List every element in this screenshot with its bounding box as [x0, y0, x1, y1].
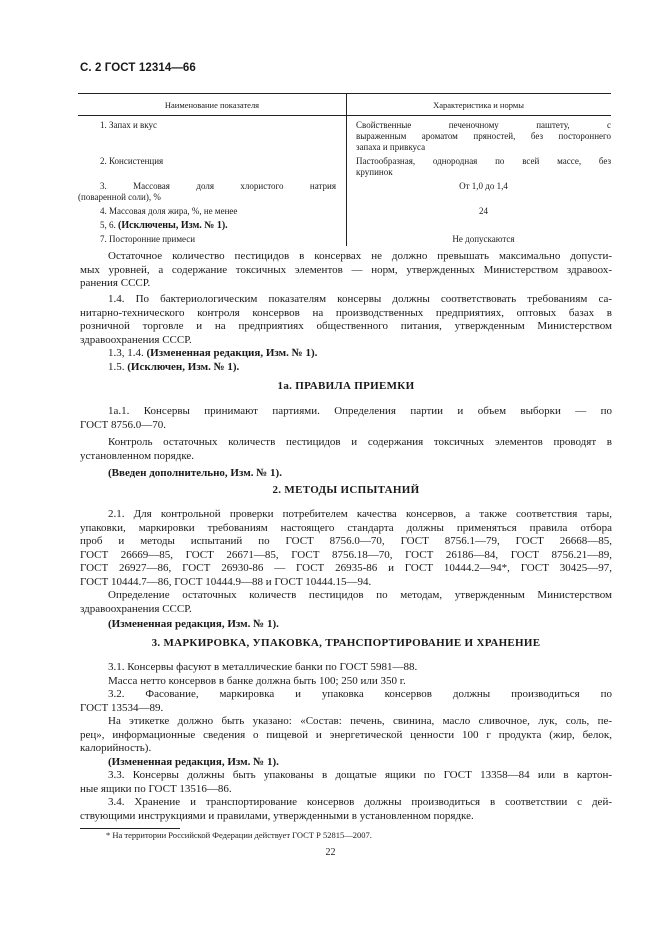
text-line: ГОСТ 8756.0—70. — [80, 418, 166, 431]
text-line: Остаточное количество пестицидов в консервах не должно превышать максимально допусти- — [108, 250, 612, 262]
table-row-value: Свойственные печеночному паштету, с — [356, 120, 611, 130]
text-line: ГОСТ 10444.7—86, ГОСТ 10444.9—88 и ГОСТ 10444.15—94. — [80, 575, 372, 588]
paragraph-1a-1 — [80, 405, 612, 481]
page-header: С. 2 ГОСТ 12314—66 — [80, 62, 196, 74]
text-line: калорийность). — [80, 742, 152, 754]
text-line: розничной торговле и на предприятиях общественного питания, утвержденным Министерством — [80, 320, 612, 332]
text-line: ГОСТ 26927—86, ГОСТ 26930-86 — ГОСТ 26935-86 и ГОСТ 10444.2—94*, ГОСТ 30425—97, — [80, 562, 612, 574]
table-row-name: 3. Массовая доля хлористого натрия — [100, 181, 336, 191]
text-line: ные ящики по ГОСТ 13516—86. — [80, 782, 232, 795]
table-row-value: От 1,0 до 1,4 — [459, 181, 508, 191]
text-line: рец», информационные сведения о пищевой и энергетической ценности 100 г продукта (жир, белок, — [80, 728, 612, 741]
text-line: установленном порядке. — [80, 449, 195, 462]
text-line: Масса нетто консервов в банке должна быть 100; 250 или 350 г. — [108, 674, 406, 687]
footnote: * На территории Российской Федерации действует ГОСТ Р 52815—2007. — [106, 830, 372, 840]
text-line: здравоохранения СССР. — [80, 333, 192, 346]
table-row-value: запаха и привкуса — [356, 142, 426, 152]
text-line: 3.1. Консервы фасуют в металлические банки по ГОСТ 5981—88. — [108, 661, 418, 673]
table-header-rule — [78, 115, 611, 116]
section-title-3: 3. МАРКИРОВКА, УПАКОВКА, ТРАНСПОРТИРОВАНИЕ И ХРАНЕНИЕ — [151, 637, 541, 649]
text-line: нитарно-технического контроля консервов на производственных предприятиях, оптовых базах в — [80, 306, 612, 319]
text-line: 1.4. По бактериологическим показателям консервы должны соответствовать требованиям са- — [108, 293, 612, 305]
table-row-value: 24 — [479, 206, 488, 216]
table-row-value: Не допускаются — [452, 234, 515, 244]
table-row-name-number: 5, 6. — [100, 220, 118, 230]
table-row-name: 1. Запах и вкус — [100, 120, 158, 130]
amendment-note: (Измененная редакция, Изм. № 1). — [146, 347, 318, 359]
section-title-2: 2. МЕТОДЫ ИСПЫТАНИЙ — [272, 484, 420, 496]
table-top-rule — [78, 93, 611, 94]
paragraph-1-3-amended — [80, 347, 612, 374]
text-line: 3.4. Хранение и транспортирование консервов должны производиться в соответствии с дей- — [108, 796, 612, 808]
table-row-value: крупинок — [356, 167, 393, 177]
amendment-note: (Введен дополнительно, Изм. № 1). — [108, 467, 282, 479]
text-line: ствующими инструкциями и правилами, утвержденными в установленном порядке. — [80, 809, 474, 822]
text-line: ГОСТ 13534—89. — [80, 701, 164, 714]
text-line: здравоохранения СССР. — [80, 602, 192, 615]
paragraph-3 — [80, 661, 612, 823]
text-line: 1а.1. Консервы принимают партиями. Определения партии и объем выборки — по — [108, 405, 612, 417]
table-row-name: 2. Консистенция — [100, 156, 164, 166]
text-line: упаковки, маркировки требованиям настоящего стандарта должны применяться правила отбора — [80, 521, 612, 534]
text-line: 2.1. Для контрольной проверки потребителем качества консервов, а также соответствия тары, — [108, 508, 612, 520]
text-line: Контроль остаточных количеств пестицидов и содержания токсичных элементов проводят в — [108, 436, 612, 448]
text-line: Определение остаточных количеств пестицидов по методам, утвержденным Министерством — [108, 589, 612, 601]
amendment-note: (Измененная редакция, Изм. № 1). — [108, 618, 279, 630]
text-span: 1.3, 1.4. — [108, 347, 147, 359]
table-header-norms: Характеристика и нормы — [433, 100, 524, 110]
section-title-1a: 1а. ПРАВИЛА ПРИЕМКИ — [277, 380, 415, 392]
table-row-name — [100, 219, 336, 232]
footnote-rule — [80, 828, 180, 829]
table-row-name: (поваренной соли), % — [78, 192, 161, 202]
table-row-name-excluded: (Исключены, Изм. № 1). — [118, 220, 228, 231]
text-line: 3.3. Консервы должны быть упакованы в дощатые ящики по ГОСТ 13358—84 или в картон- — [108, 769, 612, 781]
paragraph-2-1 — [80, 508, 612, 632]
text-line: мых уровней, а содержание токсичных элементов — норм, утвержденных Министерством здравоох- — [80, 263, 612, 276]
paragraph-1-4 — [80, 293, 612, 347]
amendment-note: (Исключен, Изм. № 1). — [127, 360, 240, 373]
text-line: проб и методы испытаний по ГОСТ 8756.0—70, ГОСТ 8756.1—79, ГОСТ 26668—85, — [80, 535, 612, 547]
text-line: ранения СССР. — [80, 277, 151, 289]
table-header-name: Наименование показателя — [164, 100, 260, 110]
text-line: 3.2. Фасование, маркировка и упаковка консервов должны производиться по — [108, 688, 612, 700]
table-column-divider — [346, 93, 347, 246]
text-line: На этикетке должно быть указано: «Состав: печень, свинина, масло сливочное, лук, соль, пе- — [108, 715, 612, 727]
page-number: 22 — [325, 847, 336, 858]
text-span: 1.5. — [108, 360, 128, 373]
table-row-value: выраженным ароматом пряностей, без постороннего — [356, 131, 611, 141]
table-row-value: Пастообразная, однородная по всей массе, без — [356, 156, 611, 166]
text-line: ГОСТ 26669—85, ГОСТ 26671—85, ГОСТ 8756.18—70, ГОСТ 26186—84, ГОСТ 8756.21—89, — [80, 548, 612, 561]
amendment-note: (Измененная редакция, Изм. № 1). — [108, 755, 279, 768]
table-row-name: 4. Массовая доля жира, %, не менее — [100, 206, 238, 216]
table-row-name: 7. Посторонние примеси — [100, 234, 196, 244]
paragraph-pesticides — [80, 250, 612, 291]
